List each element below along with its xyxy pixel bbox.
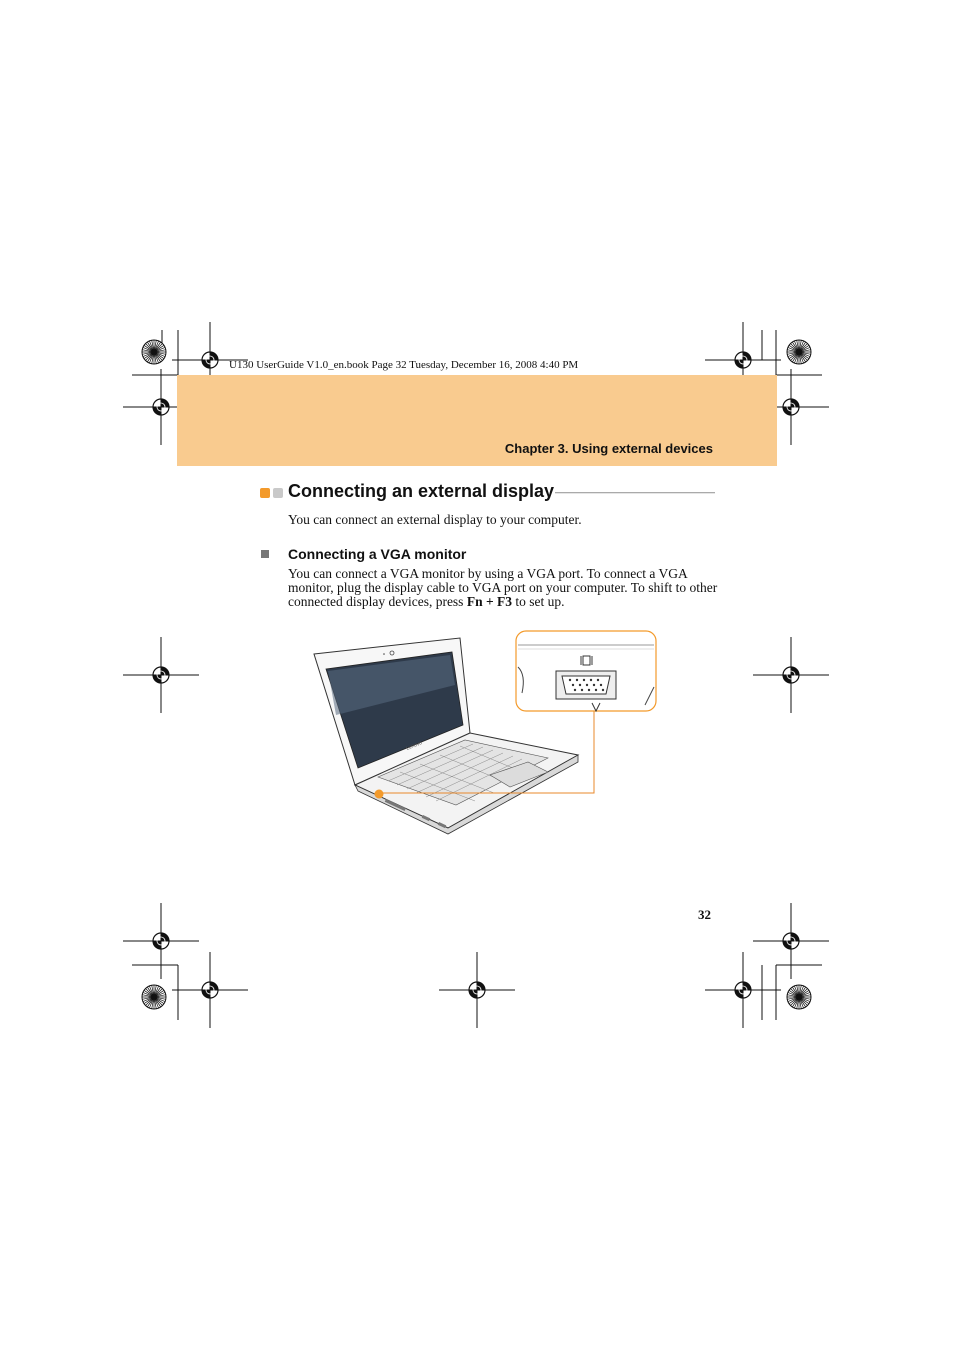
body-text-before: You can connect a VGA monitor by using a VGA port. To connect a VGA monitor, plug the display cable to VGA port on your computer. To shift to other connected display devices, press — [288, 566, 718, 609]
page-number: 32 — [698, 907, 711, 922]
section-title-rule — [555, 492, 715, 494]
subsection-title: Connecting a VGA monitor — [288, 546, 467, 562]
key-combo: Fn + F3 — [466, 594, 513, 609]
vga-port-zoom — [516, 631, 656, 711]
subsection-body — [288, 567, 718, 609]
vga-port-marker — [375, 790, 384, 799]
section-marker-gray — [273, 488, 283, 498]
laptop-vga-illustration — [300, 625, 665, 840]
subsection-bullet-icon — [261, 550, 269, 558]
section-title: Connecting an external display — [288, 481, 555, 501]
laptop-brand-text: Lenovo — [405, 740, 423, 752]
body-text-after: to set up. — [512, 594, 565, 609]
section-marker-orange — [260, 488, 270, 498]
print-slug: U130 UserGuide V1.0_en.book Page 32 Tuesday, December 16, 2008 4:40 PM — [229, 359, 579, 371]
section-intro: You can connect an external display to your computer. — [288, 512, 582, 527]
chapter-title: Chapter 3. Using external devices — [504, 441, 713, 456]
